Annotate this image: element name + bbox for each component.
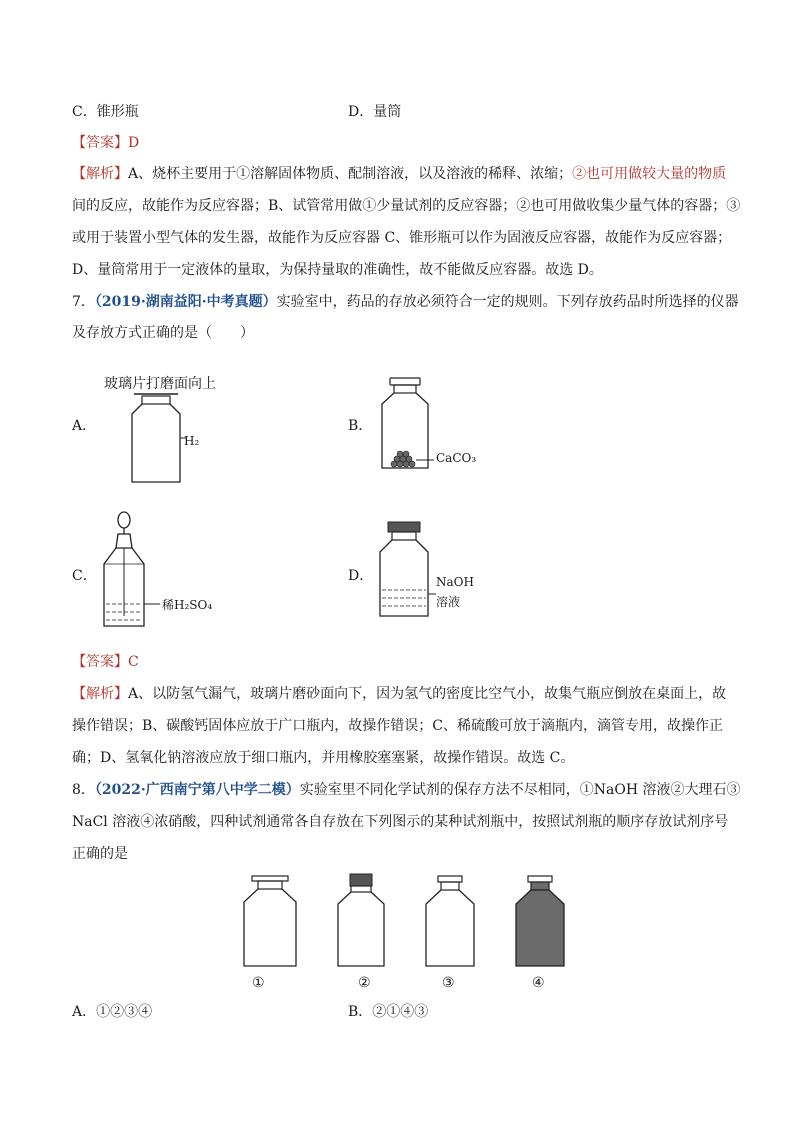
bottle-label-4: ④ — [532, 975, 545, 991]
q7-source: （2019·湖南益阳·中考真题） — [94, 294, 277, 310]
q7-stem: 实验室中，药品的存放必须符合一定的规则。下列存放药品时所选择的仪器 — [276, 294, 739, 310]
q7-number: 7． — [72, 294, 95, 310]
q8-number: 8． — [72, 782, 95, 798]
q7-a-chem: H₂ — [184, 434, 200, 448]
q7-analysis-line-2: 操作错误；B、碳酸钙固体应放于广口瓶内，故操作错误；C、稀硫酸可放于滴瓶内，滴管专用，故操作正 — [72, 718, 723, 734]
q6-analysis-line-4: D、量筒常用于一定液体的量取，为保持量取的准确性，故不能做反应容器。故选 D。 — [72, 262, 603, 278]
q7-d-chem-2: 溶液 — [436, 595, 461, 609]
q7-answer — [72, 652, 139, 672]
answer-bracket: 【答案】 — [72, 135, 128, 151]
q8-stem-line-3: 正确的是 — [72, 846, 128, 862]
q6-analysis-line-1 — [72, 164, 726, 184]
q7-analysis-line-1 — [72, 684, 726, 704]
q6-option-c: C．锥形瓶 — [72, 104, 139, 120]
q6-answer — [72, 133, 139, 153]
analysis-text: A、烧杯主要用于①溶解固体物质、配制溶液，以及溶液的稀释、浓缩； — [128, 166, 573, 182]
bottle-label-1: ① — [252, 975, 265, 991]
reagent-bottle-2 — [330, 874, 400, 974]
analysis-text-red: ②也可用做较大量的物质 — [572, 166, 727, 182]
q8-option-a: A．①②③④ — [72, 1004, 153, 1020]
q8-stem-line-2: NaCl 溶液④浓硝酸，四种试剂通常各自存放在下列图示的某种试剂瓶中，按照试剂瓶的顺序存放试剂序号 — [72, 814, 729, 830]
reagent-bottle-4 — [510, 874, 580, 974]
q7-c-label: C． — [72, 568, 97, 584]
q7-stem-line-1 — [72, 292, 739, 312]
q8-source: （2022·广西南宁第八中学二模） — [94, 782, 300, 798]
q6-option-d: D．量筒 — [348, 104, 402, 120]
bottle-label-3: ③ — [442, 975, 455, 991]
analysis-bracket: 【解析】 — [72, 686, 128, 702]
q8-option-b: B．②①④③ — [348, 1004, 429, 1020]
answer-value: C — [128, 654, 139, 670]
q7-b-label: B． — [348, 418, 373, 434]
q7-analysis-line-3: 确；D、氢氧化钠溶液应放于细口瓶内，并用橡胶塞塞紧，故操作错误。故选 C。 — [72, 750, 575, 766]
q8-stem-line-1 — [72, 780, 741, 800]
bottle-label-2: ② — [358, 975, 371, 991]
analysis-text: A、以防氢气漏气，玻璃片磨砂面向下，因为氢气的密度比空气小，故集气瓶应倒放在桌面上，故 — [128, 686, 727, 702]
q6-analysis-line-3: 或用于装置小型气体的发生器，故能作为反应容器 C、锥形瓶可以作为固液反应容器，故能作为反应容器； — [72, 230, 732, 246]
q7-b-chem: CaCO₃ — [436, 451, 477, 465]
analysis-bracket: 【解析】 — [72, 166, 128, 182]
reagent-bottle-3 — [420, 874, 490, 974]
reagent-bottle-1 — [238, 874, 308, 974]
gas-bottle-h2-figure — [120, 388, 240, 488]
q8-stem: 实验室里不同化学试剂的保存方法不尽相同，①NaOH 溶液②大理石③ — [299, 782, 741, 798]
dropper-bottle-h2so4-figure — [98, 508, 198, 638]
q7-a-note: 玻璃片打磨面向上 — [104, 376, 216, 392]
q7-d-label: D． — [348, 568, 374, 584]
answer-value: D — [128, 135, 140, 151]
q7-a-label: A． — [72, 418, 97, 434]
q7-c-chem: 稀H₂SO₄ — [162, 598, 213, 612]
q7-d-chem-1: NaOH — [436, 575, 474, 589]
answer-bracket: 【答案】 — [72, 654, 128, 670]
q6-analysis-line-2: 间的反应，故能作为反应容器；B、试管常用做①少量试剂的反应容器；②也可用做收集少量气体的容器；③ — [72, 198, 741, 214]
q7-stem-line-2: 及存放方式正确的是（ ） — [72, 325, 254, 341]
